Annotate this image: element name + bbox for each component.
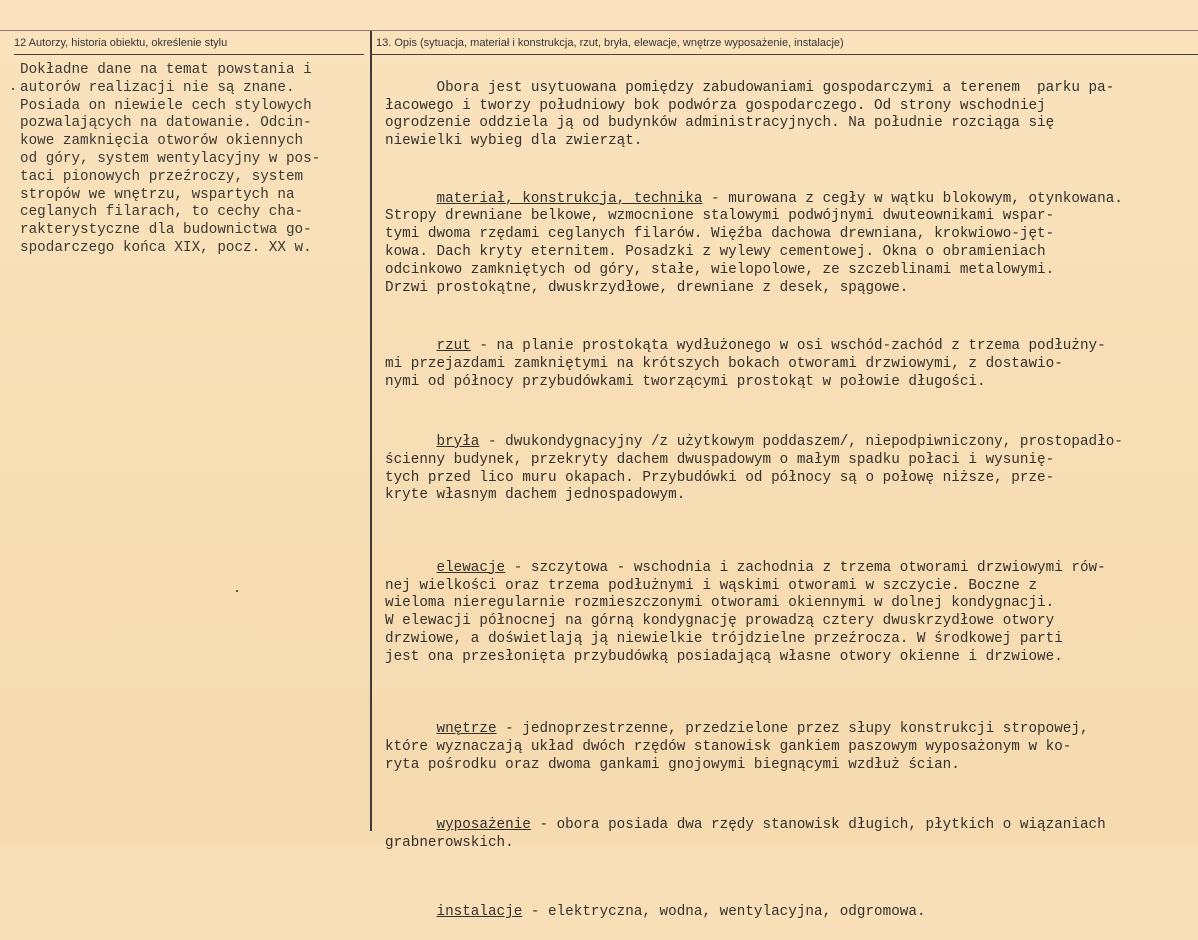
paragraph-body: - dwukondygnacyjny /z użytkowym poddaszem/, niepodpiwniczony, prostopadło- ścienny budynek, przekryty dachem dwuspadowym o małym spadku połaci i wysunię- tych przed lico muru okapach. Przybudówki od północy są o połowę niższe, prze- kryte własnym dachem jednospadowym. [385,433,1123,504]
paragraph-body: Obora jest usytuowana pomiędzy zabudowaniami gospodarczymi a terenem parku pa- łacowego i tworzy południowy bok podwórza gospodarczego. Od strony wschodniej ogrodzenie oddziela ją od budynków administracyjnych. Na południe rozciąga się niewielki wybieg dla zwierząt. [385,79,1115,150]
paragraph-body: - obora posiada dwa rzędy stanowisk długich, płytkich o wiązaniach grabnerowskich. [385,817,1106,851]
paragraph-body: - jednoprzestrzenne, przedzielone przez słupy konstrukcji stropowej, które wyznaczają układ dwóch rzędów stanowisk gankiem paszowym wyposażonym w ko- ryta pośrodku oraz dwoma gankami gnojowymi biegnącymi wzdłuż ścian. [385,721,1089,773]
paragraph-body: - szczytowa - wschodnia i zachodnia z trzema otworami drzwiowymi rów- nej wielkości oraz trzema podłużnymi i wąskimi otworami w szczycie. Boczne z wieloma nieregularnie rozmieszczonymi otworami okiennymi w dolnej kondygnacji. W elewacji północnej na górną kondygnację prowadzą cztery dwuskrzydłowe otwory drzwiowe, a doświetlają ją niewielkie trójdzielne przeźrocza. W środkowej parti jest ona przesłonięta przybudówką posiadającą własne otwory okienne i drzwiowe. [385,559,1106,665]
paragraph-heading: wnętrze [436,721,497,738]
paragraph-body: - na planie prostokąta wydłużonego w osi wschód-zachód z trzema podłużny- mi przejazdami zamkniętymi na krótszych bokach otworami drzwiowymi, z dostawio- nymi od północy przybudówkami tworzącymi prostokąt w połowie długości. [385,337,1106,390]
left-column-header: 12 Autorzy, historia obiektu, określenie stylu [14,37,228,49]
paragraph-heading: wyposażenie [436,817,531,834]
paper-speck [12,88,14,90]
paragraph-heading: bryła [436,433,480,450]
paragraph-body: - murowana z cegły w wątku blokowym, otynkowana. Stropy drewniane belkowe, wzmocnione stalowymi podwójnymi dwuteownikami wspar- tymi dwoma rzędami ceglanych filarów. Więźba dachowa drewniana, krokwiowo-jęt- kowa. Dach kryty eternitem. Posadzki z wylewy cementowej. Okna o obramieniach odcinkowo zamkniętych od góry, stałe, wielopolowe, ze szczeblinami metalowymi. Drzwi prostokątne, dwuskrzydłowe, drewniane z desek, spągowe. [385,190,1123,296]
paragraph-body: - elektryczna, wodna, wentylacyjna, odgromowa. [522,904,926,921]
paragraph-heading: materiał, konstrukcja, technika [436,190,703,207]
paper-speck [236,590,238,592]
authors-history-text: Dokładne dane na temat powstania i autorów realizacji nie są znane. Posiada on niewiele cech stylowych pozwalających na datowanie. Odcin- kowe zamknięcia otworów okiennych od góry, system wentylacyjny w pos- taci pionowych przeźroczy, system stropów we wnętrzu, wspartych na ceglanych filarach, to cechy cha- rakterystyczne dla budownictwa go- spodarczego końca XIX, pocz. XX w. [20,62,321,256]
elevations-paragraph [385,542,1195,684]
right-header-rule [372,54,1198,55]
top-rule [0,30,1198,31]
right-column-header: 13. Opis (sytuacja, materiał i konstrukcja, rzut, bryła, elewacje, wnętrze wyposażenie, instalacje) [376,37,844,49]
description-column [385,62,1195,940]
paragraph-heading: instalacje [436,904,523,921]
paragraph-heading: elewacje [436,559,506,576]
left-header-rule [14,54,364,55]
plan-paragraph [385,320,1195,409]
material-paragraph [385,173,1195,315]
massing-paragraph [385,416,1195,523]
paragraph-heading: rzut [436,337,471,354]
installations-paragraph [385,886,1195,939]
interior-paragraph [385,703,1195,792]
column-divider [370,31,372,831]
situation-paragraph [385,62,1195,169]
equipment-paragraph [385,799,1195,870]
